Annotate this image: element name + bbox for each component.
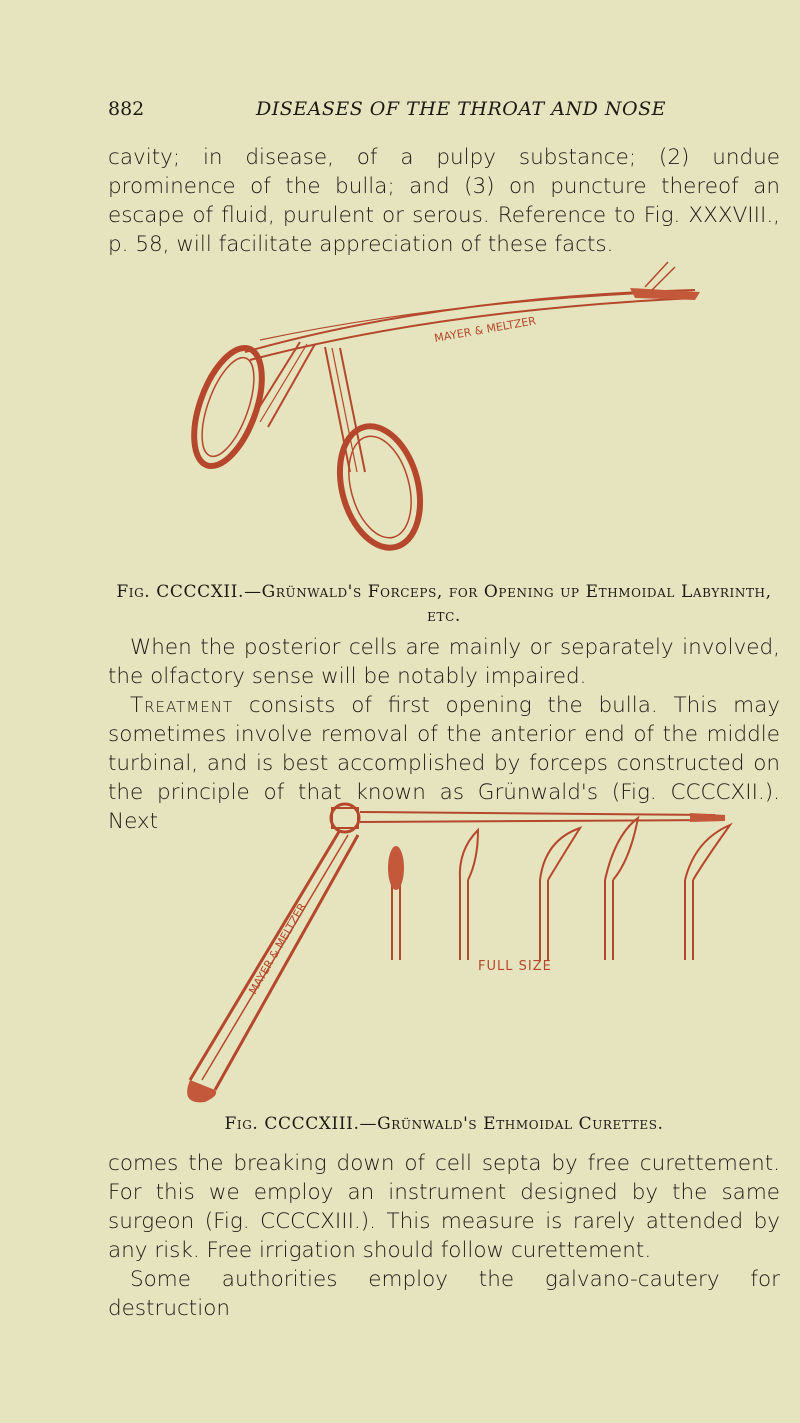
page-header [108,98,698,128]
curette-shaft [331,804,725,832]
figure1-caption [108,580,780,628]
curette-maker-mark: MAYER & MELTZER [246,900,310,997]
figure1-caption-number: Fig. CCCCXII. [116,582,245,602]
figure-forceps-illustration [190,262,710,567]
running-title: DISEASES OF THE THROAT AND NOSE [256,98,666,120]
forceps-left-handle [180,339,315,475]
paragraph-olfactory: When the posterior cells are mainly or separately involved, the olfactory sense will be notably impaired. [108,635,780,689]
curette-tip-4 [605,818,638,960]
figure1-caption-text: —Grünwald's Forceps, for Opening up Ethmoidal Labyrinth, etc. [244,582,772,626]
curette-tip-5 [685,825,730,960]
treatment-heading: Treatment [130,693,234,718]
curette-tip-2 [460,830,478,960]
full-size-label: FULL SIZE [478,959,552,974]
paragraph-curettement: comes the breaking down of cell septa by free curettement. For this we employ an instrument designed by the same surgeon (Fig. CCCCXIII.). This measure is rarely attended by any risk. Free irrigation should follow curettement. [108,1151,780,1263]
treatment-text: consists of first opening the bulla. This may sometimes involve removal of the anterior end of the middle turbinal, and is best accomplished by forceps constructed on the principle of that known as Grünwald's (Fig. CCCCXII.). Next [108,693,780,834]
forceps-maker-mark: MAYER & MELTZER [433,314,537,345]
curette-tip-1 [388,846,404,960]
forceps-right-handle [325,347,433,557]
figure2-caption-number: Fig. CCCCXIII. [224,1114,360,1134]
figure-curettes-illustration [160,780,740,1105]
figure2-caption [108,1114,780,1134]
curette-tip-3 [540,828,580,960]
curette-handle [187,830,358,1102]
paragraph-bulla: cavity; in disease, of a pulpy substance; (2) undue prominence of the bulla; and (3) on puncture thereof an escape of fluid, purulent or serous. Reference to Fig. XXXVIII., p. 58, will facilitate appreciation of these facts. [108,145,780,257]
paragraph-galvano-cautery: Some authorities employ the galvano-cautery for destruction [108,1267,780,1321]
figure2-caption-text: —Grünwald's Ethmoidal Curettes. [359,1114,664,1134]
page-number: 882 [108,98,145,120]
